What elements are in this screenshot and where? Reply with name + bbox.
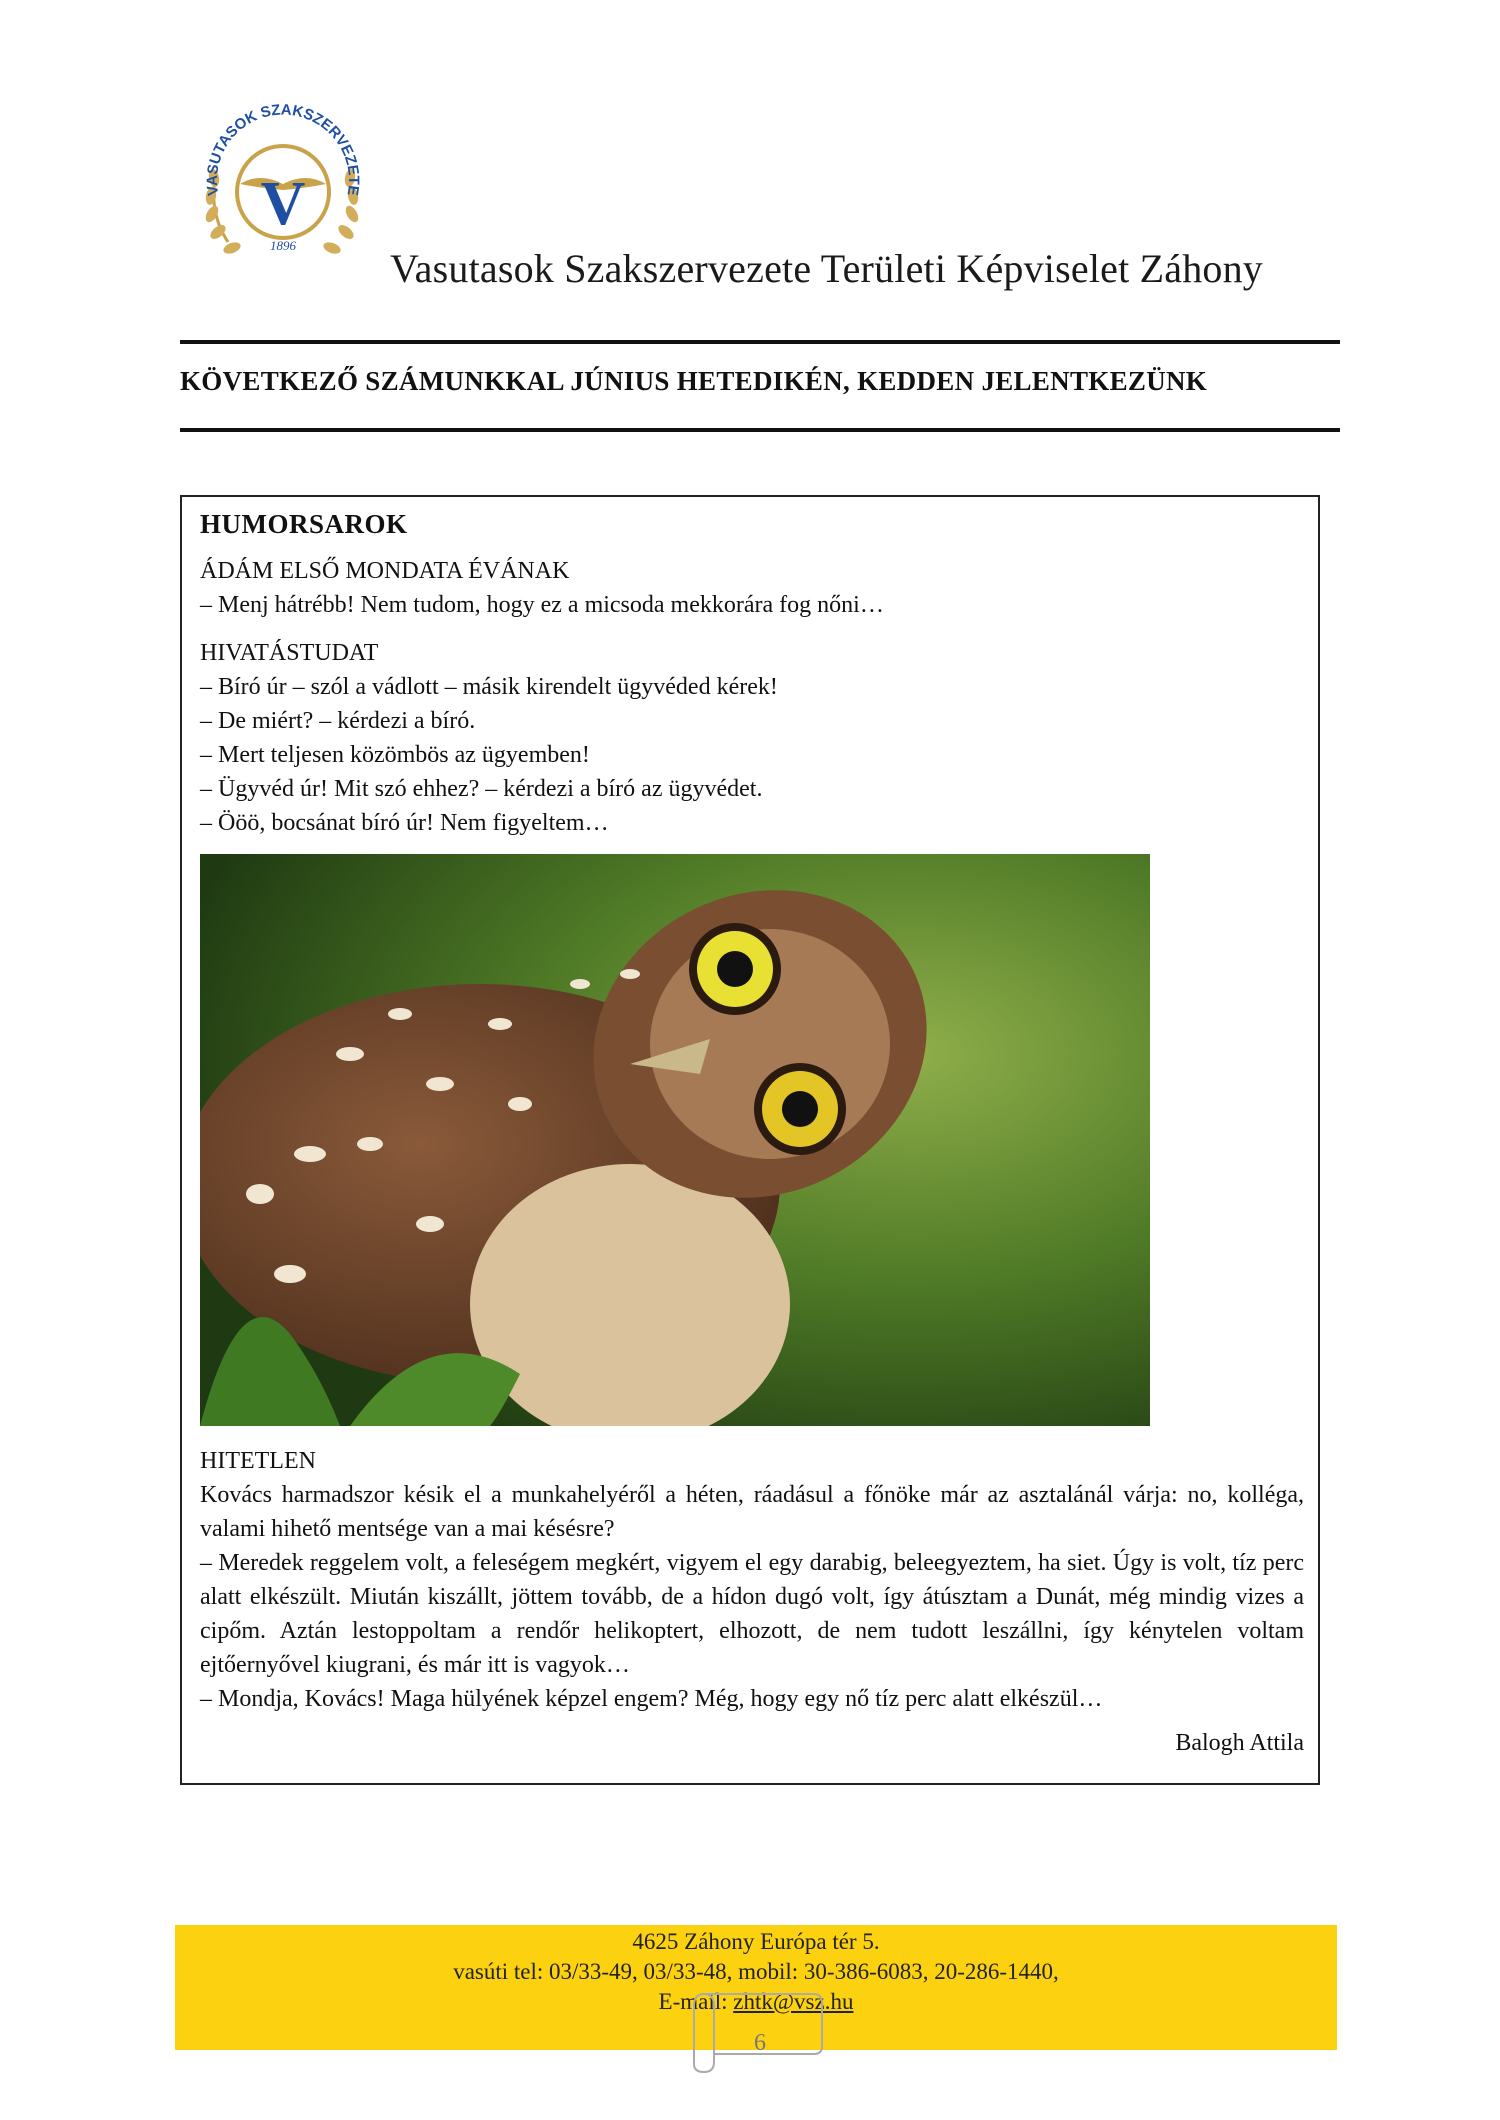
joke-line: – De miért? – kérdezi a bíró. bbox=[200, 708, 476, 734]
footer-email-label: E-mail: bbox=[658, 1989, 734, 2014]
joke-title: HIVATÁSTUDAT bbox=[200, 640, 379, 666]
joke-line: – Ügyvéd úr! Mit szó ehhez? – kérdezi a bíró az ügyvédet. bbox=[200, 776, 763, 802]
logo-arc-text: VASUTASOK SZAKSZERVEZETE bbox=[203, 101, 363, 197]
joke-line: – Bíró úr – szól a vádlott – másik kirendelt ügyvéded kérek! bbox=[200, 674, 778, 700]
page-number: 6 bbox=[754, 2030, 766, 2056]
joke-title: HITETLEN bbox=[200, 1448, 316, 1474]
divider-bottom bbox=[180, 428, 1340, 432]
joke-paragraph: – Mondja, Kovács! Maga hülyének képzel engem? Még, hogy egy nő tíz perc alatt elkészül… bbox=[200, 1686, 1103, 1712]
footer-address: 4625 Záhony Európa tér 5. bbox=[632, 1929, 880, 1954]
joke-paragraph: – Meredek reggelem volt, a feleségem megkért, vigyem el egy darabig, beleegyeztem, ha siet. Úgy is volt, tíz perc alatt elkészült. Miután kiszállt, jöttem tovább, de a hídon dugó volt, így átúsztam a Dunát, még mindig vizes a cipőm. Aztán lestoppoltam a rendőr helikoptert, elhozott, de nem tudott leszállni, így kénytelen voltam ejtőernyővel kiugrani, és már itt is vagyok… bbox=[200, 1550, 1304, 1678]
author-signature: Balogh Attila bbox=[1175, 1730, 1304, 1756]
joke-line: – Menj hátrébb! Nem tudom, hogy ez a micsoda mekkorára fog nőni… bbox=[200, 592, 884, 618]
joke-hivatastudat bbox=[200, 636, 1304, 840]
divider-top bbox=[180, 340, 1340, 344]
announcement: KÖVETKEZŐ SZÁMUNKKAL JÚNIUS HETEDIKÉN, KEDDEN JELENTKEZÜNK bbox=[180, 366, 1208, 396]
humor-box bbox=[180, 495, 1320, 1785]
logo-letter: V bbox=[260, 170, 306, 238]
section-title: HUMORSAROK bbox=[200, 509, 408, 539]
footer-phones: vasúti tel: 03/33-49, 03/33-48, mobil: 30-386-6083, 20-286-1440, bbox=[453, 1959, 1059, 1984]
joke-line: – Mert teljesen közömbös az ügyemben! bbox=[200, 742, 590, 768]
joke-hitetlen bbox=[200, 1444, 1304, 1716]
page-scroll-icon bbox=[690, 1984, 826, 2074]
organization-title: Vasutasok Szakszervezete Területi Képviselet Záhony bbox=[390, 246, 1264, 291]
joke-paragraph: Kovács harmadszor késik el a munkahelyéről a héten, ráadásul a főnöke már az asztalánál várja: no, kolléga, valami hihető mentsége van a mai késésre? bbox=[200, 1482, 1304, 1542]
logo-year: 1896 bbox=[270, 238, 296, 253]
footer-email-link[interactable]: zhtk@vsz.hu bbox=[733, 1989, 854, 2014]
union-logo bbox=[188, 92, 376, 280]
joke-title: ÁDÁM ELSŐ MONDATA ÉVÁNAK bbox=[200, 558, 570, 584]
humor-box-content bbox=[200, 509, 1304, 1757]
joke-adam bbox=[200, 554, 1304, 622]
owl-photo bbox=[200, 854, 1150, 1426]
joke-line: – Ööö, bocsánat bíró úr! Nem figyeltem… bbox=[200, 810, 609, 836]
